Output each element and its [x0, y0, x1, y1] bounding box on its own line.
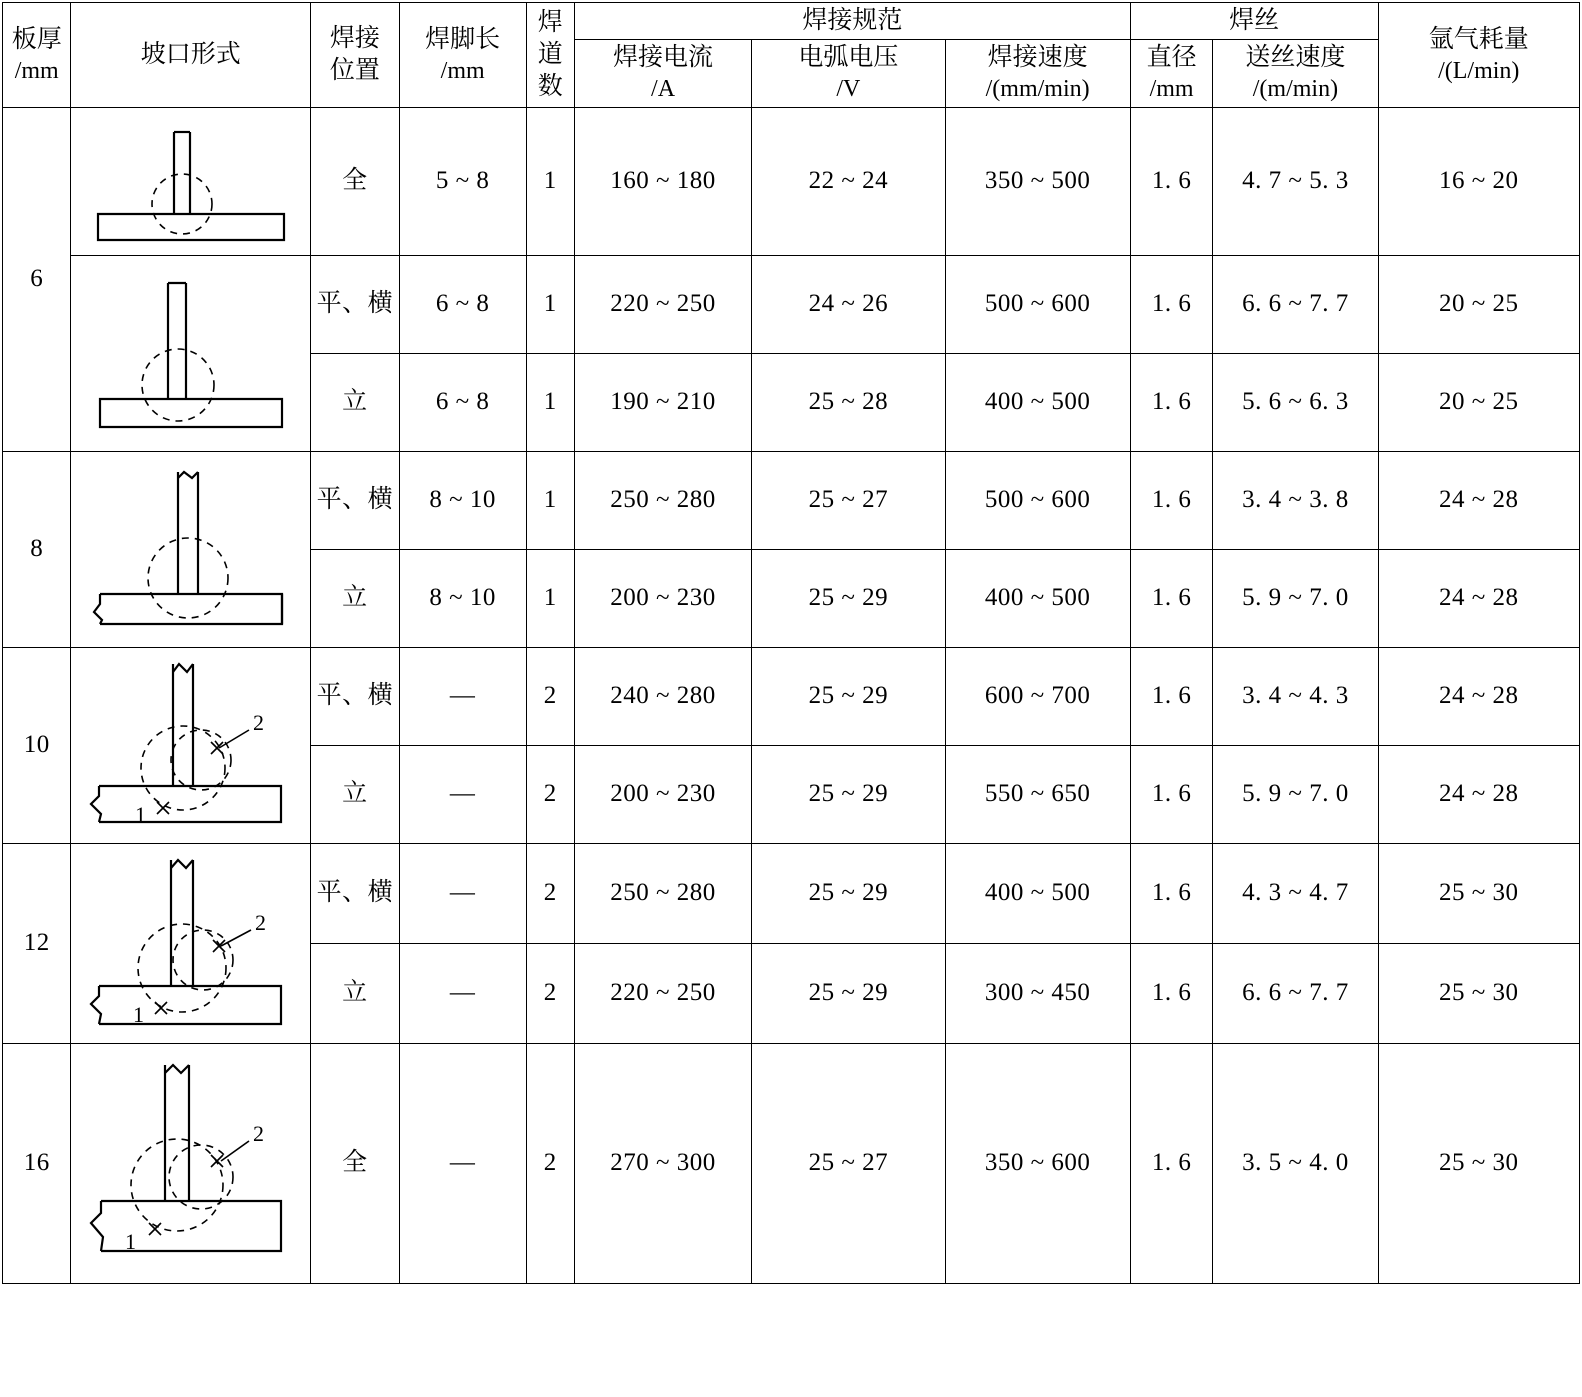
cell-welding-current: 200 ~ 230 — [574, 745, 751, 843]
sketch-plain-2 — [73, 263, 308, 443]
cell-gas-consumption: 24 ~ 28 — [1378, 549, 1579, 647]
pass-mark-1: 1 — [133, 1001, 145, 1027]
cell-wire-diameter: 1. 6 — [1130, 549, 1213, 647]
table-row — [3, 451, 1580, 549]
header-plate-thickness — [3, 3, 71, 108]
pass-mark-2: 2 — [253, 710, 265, 736]
sketch-plain-1 — [73, 116, 308, 246]
header-gas-consumption-unit: /(L/min) — [1438, 57, 1520, 84]
cell-welding-current: 240 ~ 280 — [574, 647, 751, 745]
cell-leg-length: — — [399, 943, 526, 1043]
cell-groove-sketch — [71, 647, 311, 843]
cell-gas-consumption: 25 ~ 30 — [1378, 943, 1579, 1043]
header-wire-feed-speed-unit: /(m/min) — [1252, 76, 1339, 102]
cell-weld-position: 平、横 — [311, 843, 400, 943]
fillet-weld-sketch-icon — [86, 454, 296, 644]
cell-arc-voltage: 25 ~ 27 — [752, 1043, 945, 1283]
cell-weld-position: 平、横 — [311, 255, 400, 353]
cell-pass-count: 2 — [526, 647, 574, 745]
welding-parameters-table — [2, 2, 1580, 1284]
cell-wire-diameter: 1. 6 — [1130, 647, 1213, 745]
header-weld-position-line1: 焊接 — [329, 24, 380, 52]
cell-pass-count: 1 — [526, 107, 574, 255]
cell-weld-position: 立 — [311, 943, 400, 1043]
two-pass-fillet-weld-sketch-icon — [83, 650, 298, 840]
cell-plate-thickness: 16 — [3, 1043, 71, 1283]
two-pass-fillet-weld-sketch-icon — [83, 1051, 298, 1276]
pass-mark-2: 2 — [255, 909, 267, 935]
cell-gas-consumption: 20 ~ 25 — [1378, 353, 1579, 451]
header-wire-feed-speed — [1213, 40, 1378, 108]
cell-pass-count: 2 — [526, 943, 574, 1043]
cell-weld-position: 立 — [311, 549, 400, 647]
header-weld-position — [311, 3, 400, 108]
header-plate-thickness-unit: /mm — [14, 57, 59, 84]
header-weld-position-line2: 位置 — [329, 56, 380, 84]
cell-welding-speed: 400 ~ 500 — [945, 843, 1130, 943]
cell-weld-position: 立 — [311, 353, 400, 451]
cell-plate-thickness: 12 — [3, 843, 71, 1043]
cell-leg-length: 8 ~ 10 — [399, 549, 526, 647]
header-welding-speed — [945, 40, 1130, 108]
cell-leg-length: — — [399, 1043, 526, 1283]
cell-wire-feed-speed: 5. 6 ~ 6. 3 — [1213, 353, 1378, 451]
cell-wire-feed-speed: 3. 4 ~ 4. 3 — [1213, 647, 1378, 745]
cell-wire-diameter: 1. 6 — [1130, 353, 1213, 451]
pass-mark-1: 1 — [135, 802, 147, 828]
header-welding-current-label: 焊接电流 — [613, 44, 714, 71]
cell-gas-consumption: 24 ~ 28 — [1378, 647, 1579, 745]
cell-welding-current: 190 ~ 210 — [574, 353, 751, 451]
cell-groove-sketch — [71, 1043, 311, 1283]
sketch-plain-3 — [73, 454, 308, 644]
table-row — [3, 843, 1580, 943]
cell-welding-speed: 600 ~ 700 — [945, 647, 1130, 745]
sketch-two-pass-3 — [73, 1051, 308, 1276]
cell-weld-position: 立 — [311, 745, 400, 843]
cell-wire-feed-speed: 6. 6 ~ 7. 7 — [1213, 255, 1378, 353]
cell-arc-voltage: 25 ~ 29 — [752, 843, 945, 943]
cell-arc-voltage: 25 ~ 29 — [752, 647, 945, 745]
cell-groove-sketch — [71, 843, 311, 1043]
header-arc-voltage-unit: /V — [836, 76, 861, 102]
cell-weld-position: 平、横 — [311, 647, 400, 745]
header-wire-feed-speed-label: 送丝速度 — [1245, 44, 1346, 71]
fillet-weld-sketch-icon — [86, 116, 296, 246]
cell-wire-diameter: 1. 6 — [1130, 745, 1213, 843]
cell-arc-voltage: 25 ~ 27 — [752, 451, 945, 549]
cell-leg-length: — — [399, 843, 526, 943]
header-pass-count-c2: 道 — [537, 40, 563, 68]
header-pass-count-c1: 焊 — [537, 8, 563, 36]
cell-welding-speed: 500 ~ 600 — [945, 255, 1130, 353]
header-plate-thickness-label: 板厚 — [11, 25, 62, 53]
cell-wire-diameter: 1. 6 — [1130, 1043, 1213, 1283]
header-wire-diameter-unit: /mm — [1149, 76, 1194, 102]
header-leg-length-label: 焊脚长 — [425, 25, 501, 53]
cell-welding-current: 270 ~ 300 — [574, 1043, 751, 1283]
cell-pass-count: 1 — [526, 451, 574, 549]
header-welding-speed-label: 焊接速度 — [987, 44, 1088, 71]
cell-wire-diameter: 1. 6 — [1130, 843, 1213, 943]
header-arc-voltage — [752, 40, 945, 108]
table-header — [3, 3, 1580, 108]
header-arc-voltage-label: 电弧电压 — [798, 44, 899, 71]
cell-leg-length: — — [399, 647, 526, 745]
header-pass-count — [526, 3, 574, 108]
header-pass-count-c3: 数 — [537, 72, 563, 100]
cell-gas-consumption: 24 ~ 28 — [1378, 451, 1579, 549]
cell-plate-thickness: 8 — [3, 451, 71, 647]
cell-wire-feed-speed: 6. 6 ~ 7. 7 — [1213, 943, 1378, 1043]
cell-arc-voltage: 22 ~ 24 — [752, 107, 945, 255]
table-body — [3, 107, 1580, 1283]
header-welding-spec-group: 焊接规范 — [574, 3, 1130, 40]
cell-welding-speed: 400 ~ 500 — [945, 549, 1130, 647]
cell-welding-current: 250 ~ 280 — [574, 451, 751, 549]
cell-wire-feed-speed: 4. 3 ~ 4. 7 — [1213, 843, 1378, 943]
sketch-two-pass-2 — [73, 846, 308, 1041]
two-pass-fillet-weld-sketch-icon — [83, 846, 298, 1041]
cell-wire-feed-speed: 3. 5 ~ 4. 0 — [1213, 1043, 1378, 1283]
cell-pass-count: 2 — [526, 745, 574, 843]
header-gas-consumption-label: 氩气耗量 — [1428, 25, 1529, 53]
header-leg-length — [399, 3, 526, 108]
cell-gas-consumption: 24 ~ 28 — [1378, 745, 1579, 843]
cell-leg-length: 5 ~ 8 — [399, 107, 526, 255]
fillet-weld-sketch-icon — [86, 263, 296, 443]
cell-welding-speed: 300 ~ 450 — [945, 943, 1130, 1043]
table-row — [3, 1043, 1580, 1283]
cell-wire-feed-speed: 5. 9 ~ 7. 0 — [1213, 745, 1378, 843]
pass-mark-2: 2 — [253, 1120, 265, 1146]
header-welding-current-unit: /A — [651, 76, 676, 102]
cell-pass-count: 2 — [526, 843, 574, 943]
header-welding-speed-unit: /(mm/min) — [985, 76, 1090, 102]
document-page — [0, 2, 1582, 1397]
cell-welding-speed: 350 ~ 500 — [945, 107, 1130, 255]
cell-wire-diameter: 1. 6 — [1130, 255, 1213, 353]
cell-plate-thickness: 10 — [3, 647, 71, 843]
cell-leg-length: — — [399, 745, 526, 843]
cell-welding-speed: 550 ~ 650 — [945, 745, 1130, 843]
cell-arc-voltage: 25 ~ 29 — [752, 745, 945, 843]
header-groove-form: 坡口形式 — [71, 3, 311, 108]
cell-wire-diameter: 1. 6 — [1130, 107, 1213, 255]
cell-gas-consumption: 25 ~ 30 — [1378, 1043, 1579, 1283]
cell-leg-length: 8 ~ 10 — [399, 451, 526, 549]
cell-gas-consumption: 20 ~ 25 — [1378, 255, 1579, 353]
cell-arc-voltage: 25 ~ 29 — [752, 549, 945, 647]
table-row — [3, 107, 1580, 255]
cell-welding-current: 160 ~ 180 — [574, 107, 751, 255]
header-leg-length-unit: /mm — [440, 57, 485, 84]
cell-wire-feed-speed: 3. 4 ~ 3. 8 — [1213, 451, 1378, 549]
cell-plate-thickness: 6 — [3, 107, 71, 451]
cell-leg-length: 6 ~ 8 — [399, 255, 526, 353]
cell-welding-current: 200 ~ 230 — [574, 549, 751, 647]
cell-gas-consumption: 25 ~ 30 — [1378, 843, 1579, 943]
sketch-two-pass-1 — [73, 650, 308, 840]
cell-pass-count: 2 — [526, 1043, 574, 1283]
table-row — [3, 255, 1580, 353]
cell-arc-voltage: 24 ~ 26 — [752, 255, 945, 353]
header-wire-diameter — [1130, 40, 1213, 108]
cell-groove-sketch — [71, 451, 311, 647]
cell-welding-current: 220 ~ 250 — [574, 255, 751, 353]
cell-weld-position: 全 — [311, 1043, 400, 1283]
cell-welding-current: 220 ~ 250 — [574, 943, 751, 1043]
cell-pass-count: 1 — [526, 549, 574, 647]
pass-mark-1: 1 — [125, 1228, 137, 1254]
cell-wire-diameter: 1. 6 — [1130, 943, 1213, 1043]
header-wire-diameter-label: 直径 — [1146, 44, 1197, 71]
cell-welding-speed: 400 ~ 500 — [945, 353, 1130, 451]
cell-wire-feed-speed: 4. 7 ~ 5. 3 — [1213, 107, 1378, 255]
cell-welding-speed: 500 ~ 600 — [945, 451, 1130, 549]
cell-groove-sketch — [71, 255, 311, 451]
header-welding-current — [574, 40, 751, 108]
cell-groove-sketch — [71, 107, 311, 255]
cell-arc-voltage: 25 ~ 28 — [752, 353, 945, 451]
cell-pass-count: 1 — [526, 353, 574, 451]
cell-weld-position: 全 — [311, 107, 400, 255]
cell-welding-speed: 350 ~ 600 — [945, 1043, 1130, 1283]
cell-wire-feed-speed: 5. 9 ~ 7. 0 — [1213, 549, 1378, 647]
header-row-top — [3, 3, 1580, 40]
cell-pass-count: 1 — [526, 255, 574, 353]
table-row — [3, 647, 1580, 745]
cell-arc-voltage: 25 ~ 29 — [752, 943, 945, 1043]
header-wire-group: 焊丝 — [1130, 3, 1378, 40]
cell-weld-position: 平、横 — [311, 451, 400, 549]
cell-leg-length: 6 ~ 8 — [399, 353, 526, 451]
cell-welding-current: 250 ~ 280 — [574, 843, 751, 943]
header-gas-consumption — [1378, 3, 1579, 108]
cell-wire-diameter: 1. 6 — [1130, 451, 1213, 549]
cell-gas-consumption: 16 ~ 20 — [1378, 107, 1579, 255]
